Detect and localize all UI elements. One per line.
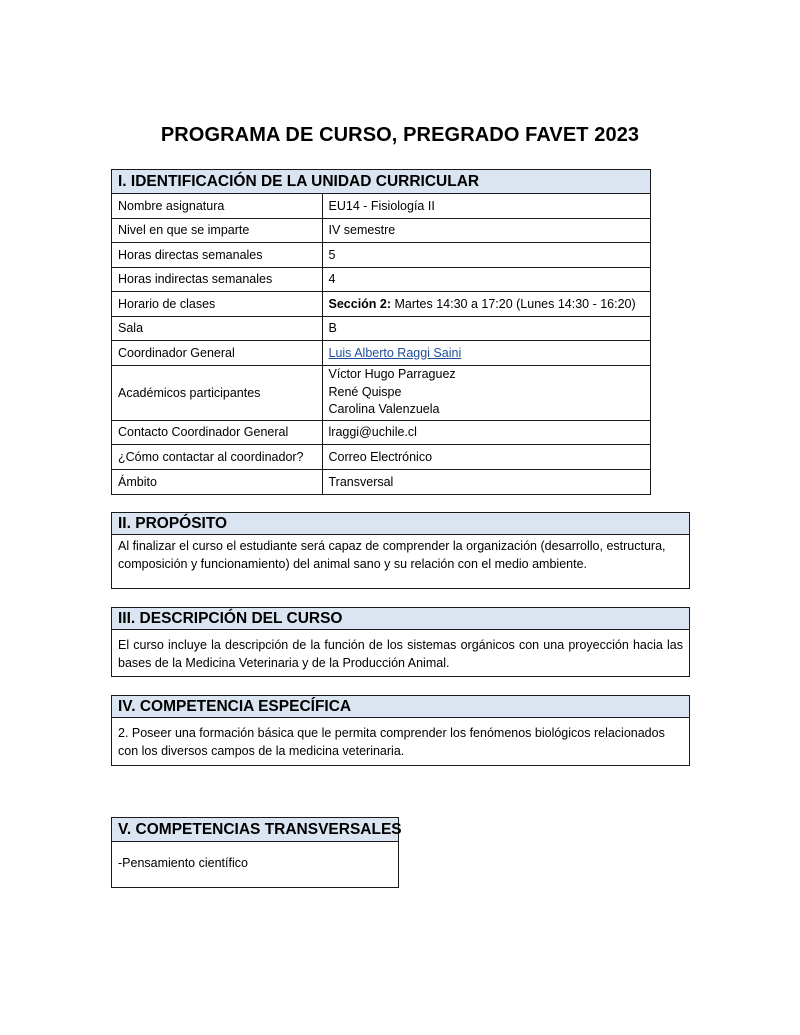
table-row: [112, 341, 650, 366]
row-value: 4: [322, 267, 650, 292]
row-label: Nombre asignatura: [112, 194, 322, 219]
row-label: Sala: [112, 316, 322, 341]
specific-competence-section: [111, 695, 690, 766]
section-heading: I. IDENTIFICACIÓN DE LA UNIDAD CURRICULAR: [112, 170, 650, 193]
section-text: El curso incluye la descripción de la función de los sistemas orgánicos con una proyección hacia las bases de la Medicina Veterinaria y de la Producción Animal.: [118, 638, 683, 670]
row-label: Académicos participantes: [112, 365, 322, 420]
row-label: ¿Cómo contactar al coordinador?: [112, 445, 322, 470]
transversal-competences-section: [111, 817, 402, 888]
page-title: PROGRAMA DE CURSO, PREGRADO FAVET 2023: [160, 124, 640, 146]
row-value: [322, 341, 650, 366]
row-label: Nivel en que se imparte: [112, 218, 322, 243]
section-heading: V. COMPETENCIAS TRANSVERSALES: [112, 818, 398, 842]
section-text: 2. Poseer una formación básica que le permita comprender los fenómenos biológicos relacionados con los diversos campos de la medicina veterinaria.: [118, 726, 665, 758]
row-label: Horario de clases: [112, 292, 322, 317]
row-value: Correo Electrónico: [322, 445, 650, 470]
table-row: [112, 292, 650, 317]
row-label: Horas indirectas semanales: [112, 267, 322, 292]
identification-table: [112, 193, 650, 494]
schedule-text: Martes 14:30 a 17:20 (Lunes 14:30 - 16:20): [394, 296, 636, 311]
section-heading: IV. COMPETENCIA ESPECÍFICA: [112, 696, 689, 718]
row-value: EU14 - Fisiología II: [322, 194, 650, 219]
table-row: [112, 420, 650, 445]
row-label: Contacto Coordinador General: [112, 420, 322, 445]
section-number: Sección 2:: [328, 296, 392, 311]
description-section: [111, 607, 690, 677]
row-value: lraggi@uchile.cl: [322, 420, 650, 445]
section-heading: III. DESCRIPCIÓN DEL CURSO: [112, 608, 689, 630]
row-value: B: [322, 316, 650, 341]
academic-name: Víctor Hugo Parraguez: [328, 367, 456, 382]
table-row: [112, 365, 650, 420]
academic-name: René Quispe: [328, 384, 402, 399]
row-label: Ámbito: [112, 469, 322, 494]
table-row: [112, 194, 650, 219]
section-text: -Pensamiento científico: [118, 856, 248, 870]
section-text: Al finalizar el curso el estudiante será capaz de comprender la organización (desarrollo, estructura, composición y funcionamiento) del animal sano y su relación con el medio ambiente.: [118, 539, 666, 571]
table-row: [112, 267, 650, 292]
table-row: [112, 316, 650, 341]
row-value: 5: [322, 243, 650, 268]
row-value: IV semestre: [322, 218, 650, 243]
row-label: Coordinador General: [112, 341, 322, 366]
row-value: [322, 292, 650, 317]
row-label: Horas directas semanales: [112, 243, 322, 268]
table-row: [112, 218, 650, 243]
purpose-section: [111, 512, 690, 589]
identification-section: [111, 169, 651, 495]
section-heading: II. PROPÓSITO: [112, 513, 689, 535]
row-value: Transversal: [322, 469, 650, 494]
coordinator-link[interactable]: Luis Alberto Raggi Saini: [328, 345, 462, 360]
table-row: [112, 469, 650, 494]
table-row: [112, 243, 650, 268]
table-row: [112, 445, 650, 470]
row-value: [322, 365, 650, 420]
academic-name: Carolina Valenzuela: [328, 402, 440, 417]
